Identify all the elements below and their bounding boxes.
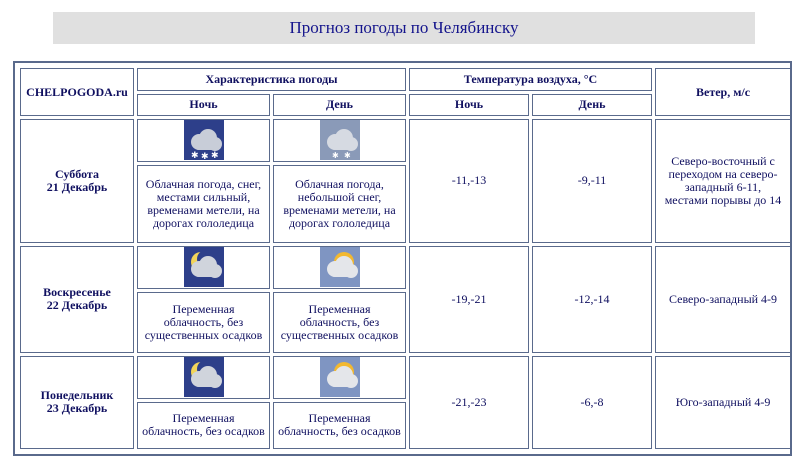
day-icon-cell bbox=[273, 356, 406, 399]
temp-day: -6,-8 bbox=[532, 356, 652, 449]
svg-text:✱: ✱ bbox=[210, 151, 219, 161]
page-title: Прогноз погоды по Челябинску bbox=[53, 12, 755, 44]
forecast-table bbox=[17, 65, 794, 452]
weekday: Понедельник bbox=[40, 388, 114, 403]
moon-cloud-icon bbox=[184, 247, 224, 287]
date: 21 Декабрь bbox=[46, 179, 108, 194]
weather-header: Характеристика погоды bbox=[137, 68, 406, 91]
weekday: Суббота bbox=[55, 166, 99, 181]
moon-cloud-icon bbox=[184, 357, 224, 397]
date: 23 Декабрь bbox=[46, 401, 108, 416]
temp-night-header: Ночь bbox=[409, 94, 529, 117]
temp-day: -12,-14 bbox=[532, 246, 652, 353]
day-icon-cell bbox=[273, 119, 406, 162]
svg-text:✱: ✱ bbox=[331, 151, 339, 161]
day-label bbox=[20, 356, 134, 449]
svg-text:✱: ✱ bbox=[343, 151, 351, 161]
day-label bbox=[20, 246, 134, 353]
date: 22 Декабрь bbox=[46, 298, 108, 313]
wind-value: Северо-восточный с переходом на северо-западный 6-11, местами порывы до 14 bbox=[655, 119, 791, 243]
night-description: Переменная облачность, без существенных осадков bbox=[137, 292, 270, 353]
weekday: Воскресенье bbox=[43, 285, 111, 300]
site-name: CHELPOGODA.ru bbox=[20, 68, 134, 116]
forecast-panel bbox=[13, 61, 792, 456]
svg-text:✱: ✱ bbox=[190, 151, 199, 161]
weather-day-header: День bbox=[273, 94, 406, 117]
day-icon-cell bbox=[273, 246, 406, 289]
night-icon-cell bbox=[137, 246, 270, 289]
night-description: Облачная погода, снег, местами сильный, временами метели, на дорогах гололедица bbox=[137, 165, 270, 243]
snow-cloud-icon bbox=[184, 120, 224, 160]
sun-cloud-icon bbox=[320, 357, 360, 397]
day-description: Переменная облачность, без осадков bbox=[273, 402, 406, 449]
svg-text:✱: ✱ bbox=[200, 152, 209, 161]
temp-day: -9,-11 bbox=[532, 119, 652, 243]
temp-day-header: День bbox=[532, 94, 652, 117]
light-snow-cloud-icon bbox=[320, 120, 360, 160]
temp-night: -21,-23 bbox=[409, 356, 529, 449]
sun-cloud-icon bbox=[320, 247, 360, 287]
night-description: Переменная облачность, без осадков bbox=[137, 402, 270, 449]
day-description: Облачная погода, небольшой снег, временами метели, на дорогах гололедица bbox=[273, 165, 406, 243]
temperature-header: Температура воздуха, °C bbox=[409, 68, 652, 91]
night-icon-cell bbox=[137, 119, 270, 162]
wind-value: Северо-западный 4-9 bbox=[655, 246, 791, 353]
night-icon-cell bbox=[137, 356, 270, 399]
day-label bbox=[20, 119, 134, 243]
day-description: Переменная облачность, без существенных осадков bbox=[273, 292, 406, 353]
wind-header: Ветер, м/с bbox=[655, 68, 791, 116]
wind-value: Юго-западный 4-9 bbox=[655, 356, 791, 449]
temp-night: -19,-21 bbox=[409, 246, 529, 353]
temp-night: -11,-13 bbox=[409, 119, 529, 243]
weather-night-header: Ночь bbox=[137, 94, 270, 117]
